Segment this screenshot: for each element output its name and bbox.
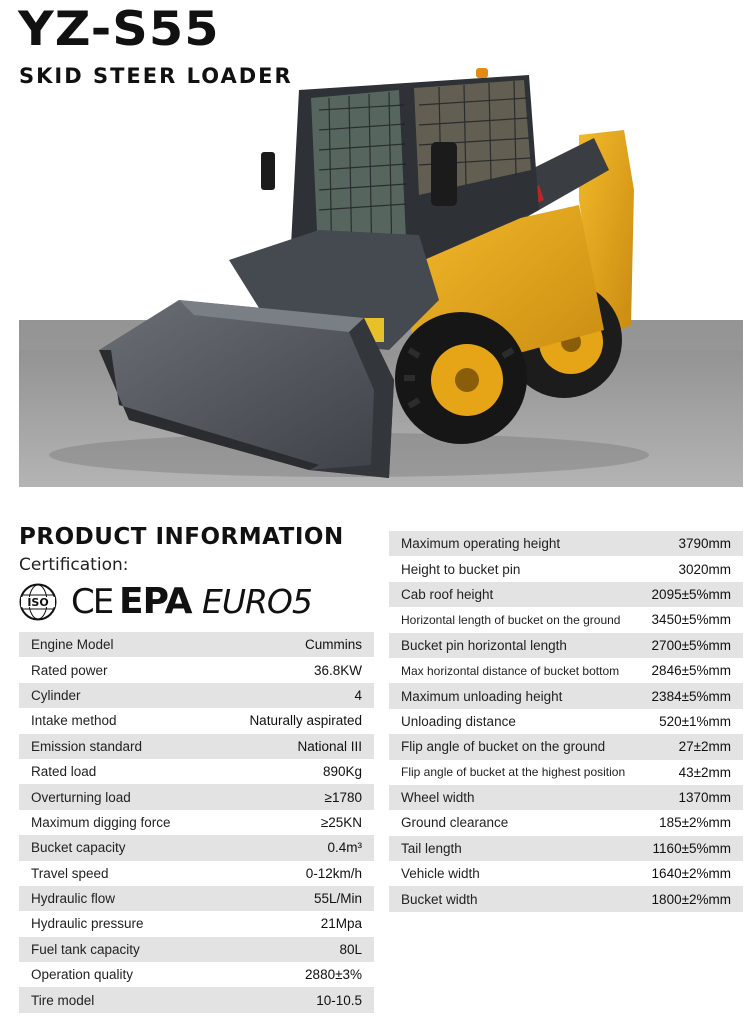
iso-logo-text: ISO <box>27 596 49 609</box>
spec-value: 3020mm <box>678 561 731 577</box>
spec-value: 0.4m³ <box>327 840 362 856</box>
spec-row <box>389 582 743 607</box>
spec-value: 10-10.5 <box>316 992 362 1008</box>
spec-value: 3450±5%mm <box>651 612 731 628</box>
spec-label: Cylinder <box>31 687 81 703</box>
spec-label: Flip angle of bucket on the ground <box>401 739 606 755</box>
spec-label: Max horizontal distance of bucket bottom <box>401 663 620 678</box>
spec-value: 21Mpa <box>320 916 362 932</box>
spec-value: ≥1780 <box>324 789 362 805</box>
spec-value: 4 <box>354 687 362 703</box>
spec-row <box>19 886 374 911</box>
spec-value: 2095±5%mm <box>651 586 731 602</box>
spec-row <box>389 607 743 632</box>
spec-row <box>19 708 374 733</box>
spec-row <box>389 531 743 556</box>
spec-label: Flip angle of bucket at the highest position <box>401 765 626 780</box>
spec-row <box>389 556 743 581</box>
spec-label: Overturning load <box>31 789 131 805</box>
spec-value: 55L/Min <box>313 891 362 907</box>
spec-label: Cab roof height <box>401 586 494 602</box>
spec-value: 1370mm <box>678 790 731 806</box>
spec-value: 185±2%mm <box>659 815 731 831</box>
right-spec-table <box>389 531 743 912</box>
iso-logo-icon <box>19 583 57 621</box>
spec-value: Cummins <box>304 637 362 653</box>
spec-row <box>19 759 374 784</box>
spec-value: 2384±5%mm <box>651 688 731 704</box>
spec-row <box>19 937 374 962</box>
spec-label: Bucket width <box>401 891 478 907</box>
spec-row <box>19 683 374 708</box>
spec-row <box>19 632 374 657</box>
spec-value: National III <box>297 738 362 754</box>
spec-label: Height to bucket pin <box>401 561 521 577</box>
spec-row <box>19 657 374 682</box>
spec-value: 27±2mm <box>678 739 731 755</box>
spec-value: 520±1%mm <box>659 713 731 729</box>
spec-value: 2700±5%mm <box>651 637 731 653</box>
certification-logos <box>19 580 319 624</box>
product-information-heading: PRODUCT INFORMATION <box>19 524 344 550</box>
spec-value: 3790mm <box>678 536 731 552</box>
spec-row <box>389 785 743 810</box>
spec-row <box>389 836 743 861</box>
spec-value: 2880±3% <box>305 967 362 983</box>
spec-label: Tire model <box>31 992 95 1008</box>
spec-value: ≥25KN <box>320 814 362 830</box>
spec-label: Operation quality <box>31 967 134 983</box>
ce-mark: CE <box>71 582 113 622</box>
euro5-mark: EURO5 <box>202 582 312 621</box>
spec-row <box>389 709 743 734</box>
spec-label: Intake method <box>31 713 117 729</box>
spec-row <box>19 962 374 987</box>
spec-label: Travel speed <box>31 865 109 881</box>
spec-row <box>389 886 743 911</box>
spec-label: Hydraulic pressure <box>31 916 144 932</box>
spec-value: 0-12km/h <box>305 865 362 881</box>
spec-row <box>389 658 743 683</box>
spec-row <box>389 810 743 835</box>
certification-label: Certification: <box>19 555 129 575</box>
spec-row <box>19 911 374 936</box>
spec-label: Horizontal length of bucket on the ground <box>401 612 621 627</box>
spec-row <box>19 835 374 860</box>
spec-row <box>389 861 743 886</box>
spec-value: 80L <box>339 941 362 957</box>
spec-label: Wheel width <box>401 790 475 806</box>
spec-row <box>389 633 743 658</box>
spec-value: 890Kg <box>322 764 362 780</box>
spec-label: Unloading distance <box>401 713 516 729</box>
spec-label: Maximum digging force <box>31 814 171 830</box>
spec-row <box>19 987 374 1012</box>
spec-row <box>389 683 743 708</box>
left-spec-table <box>19 632 374 1013</box>
spec-value: 36.8KW <box>313 662 362 678</box>
spec-label: Emission standard <box>31 738 143 754</box>
spec-label: Hydraulic flow <box>31 891 116 907</box>
spec-label: Bucket capacity <box>31 840 126 856</box>
spec-row <box>19 784 374 809</box>
spec-label: Tail length <box>401 840 462 856</box>
spec-label: Engine Model <box>31 637 114 653</box>
spec-row <box>19 734 374 759</box>
spec-label: Fuel tank capacity <box>31 941 140 957</box>
epa-mark: EPA <box>119 581 192 622</box>
spec-label: Bucket pin horizontal length <box>401 637 567 653</box>
spec-label: Vehicle width <box>401 866 480 882</box>
spec-value: 1800±2%mm <box>651 891 731 907</box>
spec-row <box>19 861 374 886</box>
spec-value: Naturally aspirated <box>249 713 362 729</box>
spec-label: Rated load <box>31 764 97 780</box>
spec-row <box>389 760 743 785</box>
spec-value: 43±2mm <box>678 764 731 780</box>
spec-label: Rated power <box>31 662 108 678</box>
spec-label: Ground clearance <box>401 815 509 831</box>
spec-value: 1640±2%mm <box>651 866 731 882</box>
spec-value: 1160±5%mm <box>652 840 731 856</box>
spec-label: Maximum unloading height <box>401 688 563 704</box>
model-subtitle: SKID STEER LOADER <box>19 64 293 88</box>
spec-label: Maximum operating height <box>401 536 561 552</box>
spec-value: 2846±5%mm <box>651 663 731 679</box>
model-title: YZ-S55 <box>18 2 220 57</box>
skid-steer-loader-photo <box>19 60 743 487</box>
spec-row <box>389 734 743 759</box>
spec-row <box>19 810 374 835</box>
